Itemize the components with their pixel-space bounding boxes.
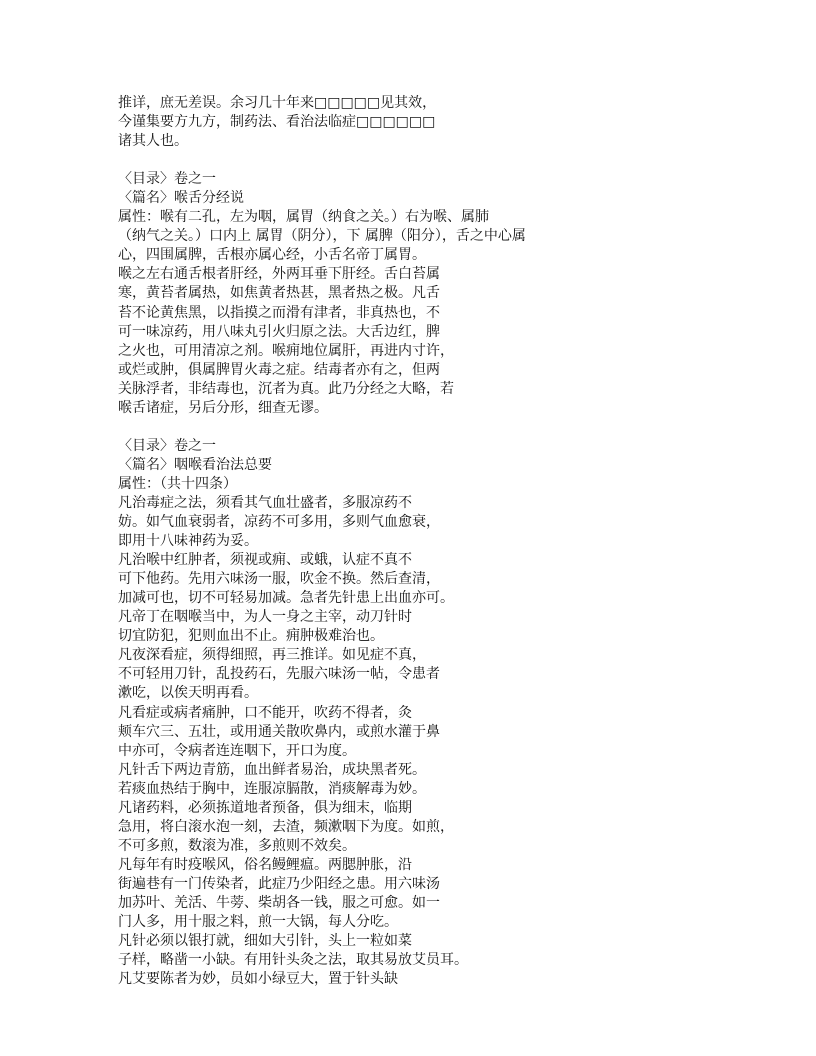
text-line: 加苏叶、羌活、牛蒡、柴胡各一钱，服之可愈。如一 <box>118 894 440 911</box>
text-line: 不可多煎，数滚为准，多煎则不效矣。 <box>118 837 356 854</box>
text-line: 之火也，可用清凉之剂。喉痈地位属肝，再进内寸许， <box>118 342 454 359</box>
text-line: 凡诸药料，必须拣道地者预备，俱为细末，临期 <box>118 799 412 816</box>
text-line: 喉之左右通舌根者肝经，外两耳垂下肝经。舌白苔属 <box>118 266 440 283</box>
text-line: 不可轻用刀针，乱投药石，先服六味汤一帖，令患者 <box>118 666 440 683</box>
section <box>118 437 526 989</box>
text-line: 〈篇名〉咽喉看治法总要 <box>118 456 272 473</box>
text-line: 凡艾要陈者为妙，员如小绿豆大，置于针头缺 <box>118 971 398 988</box>
text-line: 若痰血热结于胸中，连服凉膈散，消痰解毒为妙。 <box>118 780 426 797</box>
text-line: 属性：（共十四条） <box>118 475 237 492</box>
text-line: 街遍巷有一门传染者，此症乃少阳经之患。用六味汤 <box>118 875 440 892</box>
blank-line <box>118 151 526 170</box>
text-line: 妨。如气血衰弱者，凉药不可多用，多则气血愈衰， <box>118 514 440 531</box>
text-line: 苔不论黄焦黑，以指摸之而滑有津者，非真热也，不 <box>118 304 440 321</box>
section <box>118 94 526 151</box>
text-line: 关脉浮者，非结毒也，沉者为真。此乃分经之大略，若 <box>118 380 454 397</box>
text-line: 加减可也，切不可轻易加减。急者先针患上出血亦可。 <box>118 590 454 607</box>
text-line: 或烂或肿，俱属脾胃火毒之症。结毒者亦有之，但两 <box>118 361 440 378</box>
document-body <box>118 94 526 989</box>
text-line: 子样，略凿一小缺。有用针头灸之法，取其易放艾员耳。 <box>118 952 468 969</box>
section <box>118 170 526 418</box>
text-line: 凡治喉中红肿者，须视或痈、或蛾，认症不真不 <box>118 552 412 569</box>
text-line: 凡每年有时疫喉风，俗名鳗鲤瘟。两腮肿胀，沿 <box>118 856 412 873</box>
text-line: 心，四围属脾，舌根亦属心经，小舌名帝丁属胃。 <box>118 247 426 264</box>
text-line: 〈目录〉卷之一 <box>118 437 216 454</box>
text-line: 门人多，用十服之料，煎一大锅，每人分吃。 <box>118 914 398 931</box>
text-line: 急用，将白滚水泡一刻，去渣，频漱咽下为度。如煎， <box>118 818 454 835</box>
text-line: 今谨集要方九方，制药法、看治法临症□□□□□□ <box>118 114 436 131</box>
text-line: 寒，黄苔者属热，如焦黄者热甚，黑者热之极。凡舌 <box>118 285 440 302</box>
text-line: 属性：喉有二孔，左为咽，属胃（纳食之关。）右为喉、属肺 <box>118 209 489 226</box>
text-line: 可一味凉药，用八味丸引火归原之法。大舌边红，脾 <box>118 323 440 340</box>
text-line: 凡帝丁在咽喉当中，为人一身之主宰，动刀针时 <box>118 609 412 626</box>
text-line: 凡治毒症之法，须看其气血壮盛者，多服凉药不 <box>118 494 412 511</box>
text-line: 可下他药。先用六味汤一服，吹金不换。然后查清， <box>118 571 440 588</box>
text-line: 漱吃，以俟天明再看。 <box>118 685 258 702</box>
text-line: 喉舌诸症，另后分形，细查无谬。 <box>118 399 328 416</box>
text-line: 推详，庶无差误。余习几十年来□□□□□见其效， <box>118 95 437 111</box>
text-line: 〈目录〉卷之一 <box>118 171 216 188</box>
text-line: 凡针必须以银打就，细如大引针，头上一粒如菜 <box>118 933 412 950</box>
text-line: 切宜防犯，犯则血出不止。痈肿极难治也。 <box>118 628 384 645</box>
text-line: 中亦可，令病者连连咽下，开口为度。 <box>118 742 356 759</box>
text-line: 颊车穴三、五壮，或用通关散吹鼻内，或煎水灌于鼻 <box>118 723 440 740</box>
text-line: 凡针舌下两边青筋，血出鲜者易治，成块黑者死。 <box>118 761 426 778</box>
blank-line <box>118 418 526 437</box>
text-line: 诸其人也。 <box>118 133 188 150</box>
text-line: 即用十八味神药为妥。 <box>118 533 258 550</box>
text-line: （纳气之关。）口内上 属胃（阴分），下 属脾（阳分），舌之中心属 <box>118 228 526 245</box>
text-line: 凡夜深看症，须得细照，再三推详。如见症不真， <box>118 647 426 664</box>
text-line: 〈篇名〉喉舌分经说 <box>118 190 244 207</box>
text-line: 凡看症或病者痛肿，口不能开，吹药不得者，灸 <box>118 704 412 721</box>
